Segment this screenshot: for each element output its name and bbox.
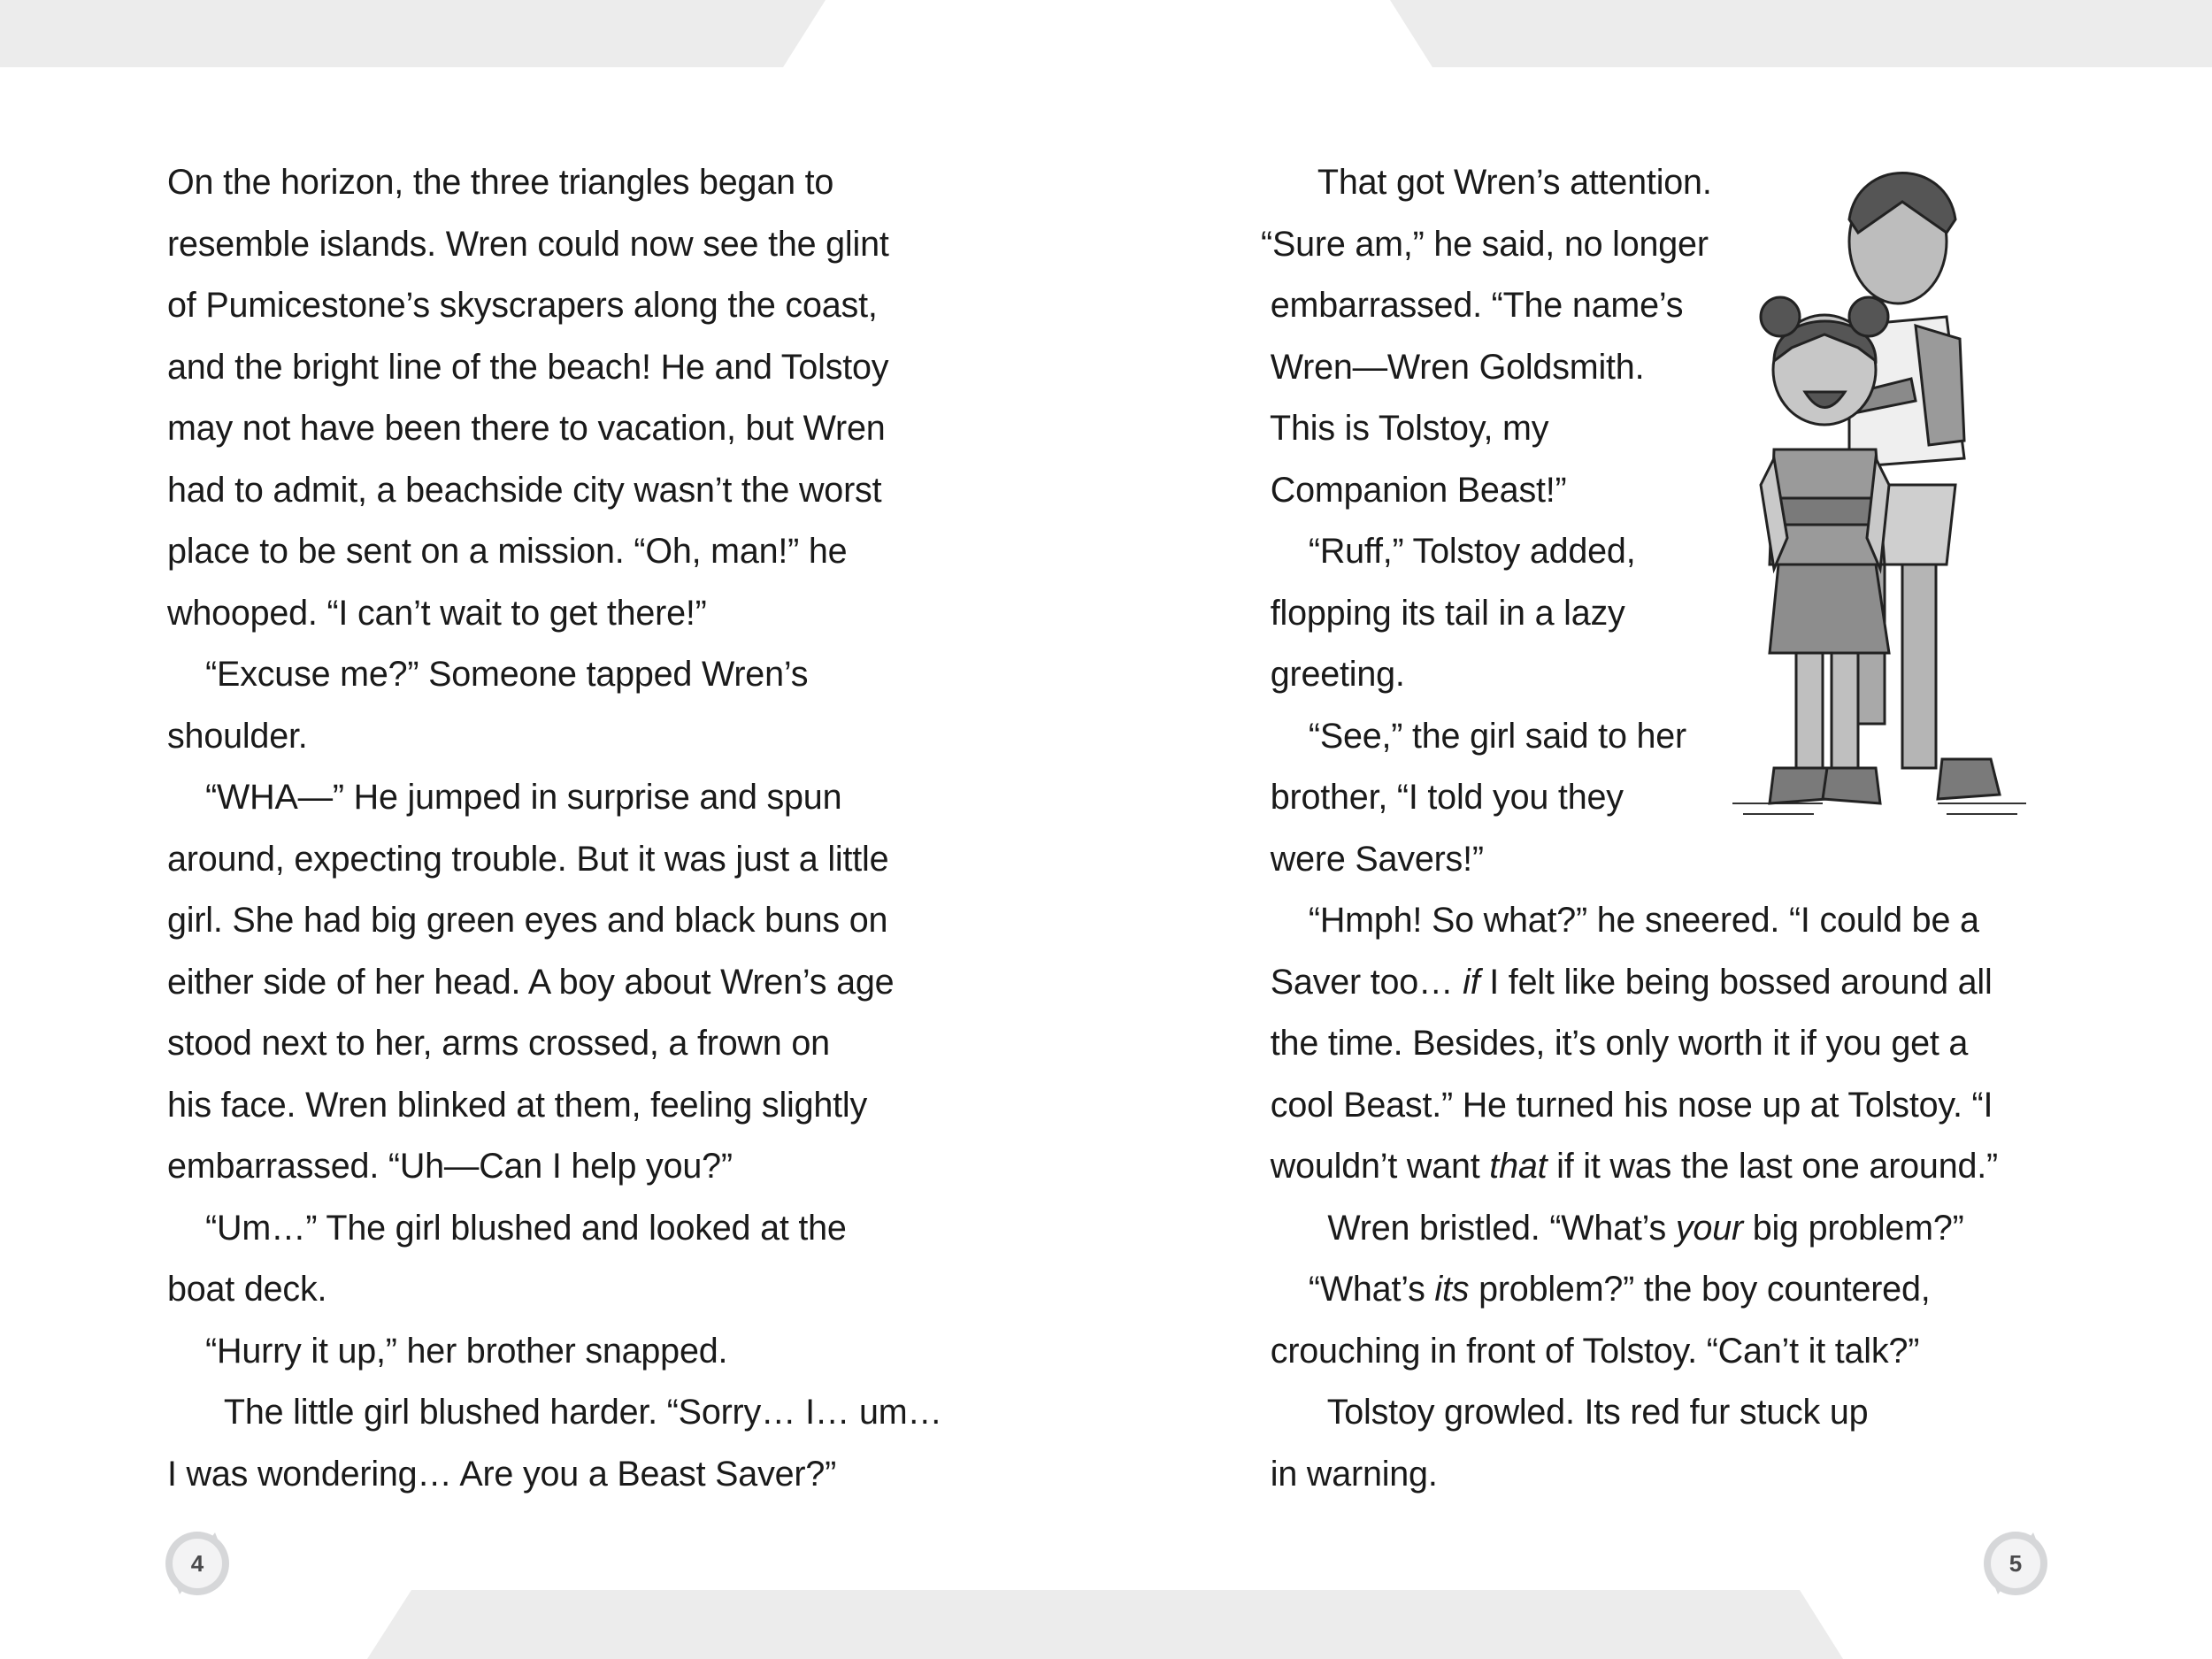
text-line: embarrassed. “The name’s [1261,286,1684,325]
text-line: Tolstoy growled. Its red fur stuck up [1261,1393,1869,1432]
text-line: shoulder. [167,716,308,756]
text-line: around, expecting trouble. But it was just a little [167,839,889,879]
text-line: resemble islands. Wren could now see the glint [167,224,889,264]
text-line: “Sure am,” he said, no longer [1261,224,1709,264]
text-line: embarrassed. “Uh—Can I help you?” [167,1147,733,1186]
text-line: That got Wren’s attention. [1261,163,1712,202]
page-number-badge-left [162,1528,233,1599]
text-line: the time. Besides, it’s only worth it if you get a [1261,1024,1969,1063]
text-line: On the horizon, the three triangles began to [167,163,834,202]
text-line: place to be sent on a mission. “Oh, man!” he [167,532,848,571]
text-line: “Hurry it up,” her brother snapped. [167,1331,728,1371]
text-line: his face. Wren blinked at them, feeling slightly [167,1085,868,1125]
character-illustration [1725,149,2035,834]
text-line: Wren—Wren Goldsmith. [1261,347,1645,387]
text-line: “Hmph! So what?” he sneered. “I could be a [1261,901,1979,940]
text-line: boat deck. [167,1270,327,1309]
page-number-badge-right [1980,1528,2051,1599]
text-line: “Um…” The girl blushed and looked at the [167,1208,847,1248]
text-line: girl. She had big green eyes and black buns on [167,901,888,940]
text-line: whooped. “I can’t wait to get there!” [167,593,707,633]
bottom-decorative-band [0,1589,2212,1659]
text-line: “Ruff,” Tolstoy added, [1261,532,1636,571]
text-line: “WHA—” He jumped in surprise and spun [167,778,842,817]
text-line: Saver too… if I felt like being bossed around all [1261,962,1993,1002]
text-line: “What’s its problem?” the boy countered, [1261,1270,1931,1309]
page-number-left: 4 [190,1550,204,1577]
text-line: I was wondering… Are you a Beast Saver?” [167,1454,837,1494]
top-decorative-band [0,0,2212,67]
text-line: crouching in front of Tolstoy. “Can’t it talk?” [1261,1331,1920,1371]
text-line: were Savers!” [1261,839,1484,879]
text-line: greeting. [1261,655,1405,694]
text-line: wouldn’t want that if it was the last one around.” [1261,1147,1998,1186]
text-line: and the bright line of the beach! He and Tolstoy [167,347,889,387]
text-line: of Pumicestone’s skyscrapers along the coast, [167,286,878,325]
text-line: “Excuse me?” Someone tapped Wren’s [167,655,809,694]
text-line: in warning. [1261,1454,1438,1494]
text-line: Companion Beast!” [1261,470,1567,510]
left-page-text [167,152,964,1505]
text-line: either side of her head. A boy about Wren’s age [167,962,895,1002]
text-line: “See,” the girl said to her [1261,716,1686,756]
text-line: may not have been there to vacation, but Wren [167,409,886,448]
text-line: flopping its tail in a lazy [1261,593,1625,633]
text-line: had to admit, a beachside city wasn’t the worst [167,470,882,510]
text-line: Wren bristled. “What’s your big problem?” [1261,1208,1964,1248]
text-line: cool Beast.” He turned his nose up at Tolstoy. “I [1261,1085,1993,1125]
text-line: This is Tolstoy, my [1261,409,1549,448]
siblings-illustration-icon [1725,149,2035,834]
text-line: brother, “I told you they [1261,778,1624,817]
text-line: The little girl blushed harder. “Sorry… I… um… [167,1393,942,1432]
page-number-right: 5 [2008,1550,2023,1577]
text-line: stood next to her, arms crossed, a frown on [167,1024,830,1063]
